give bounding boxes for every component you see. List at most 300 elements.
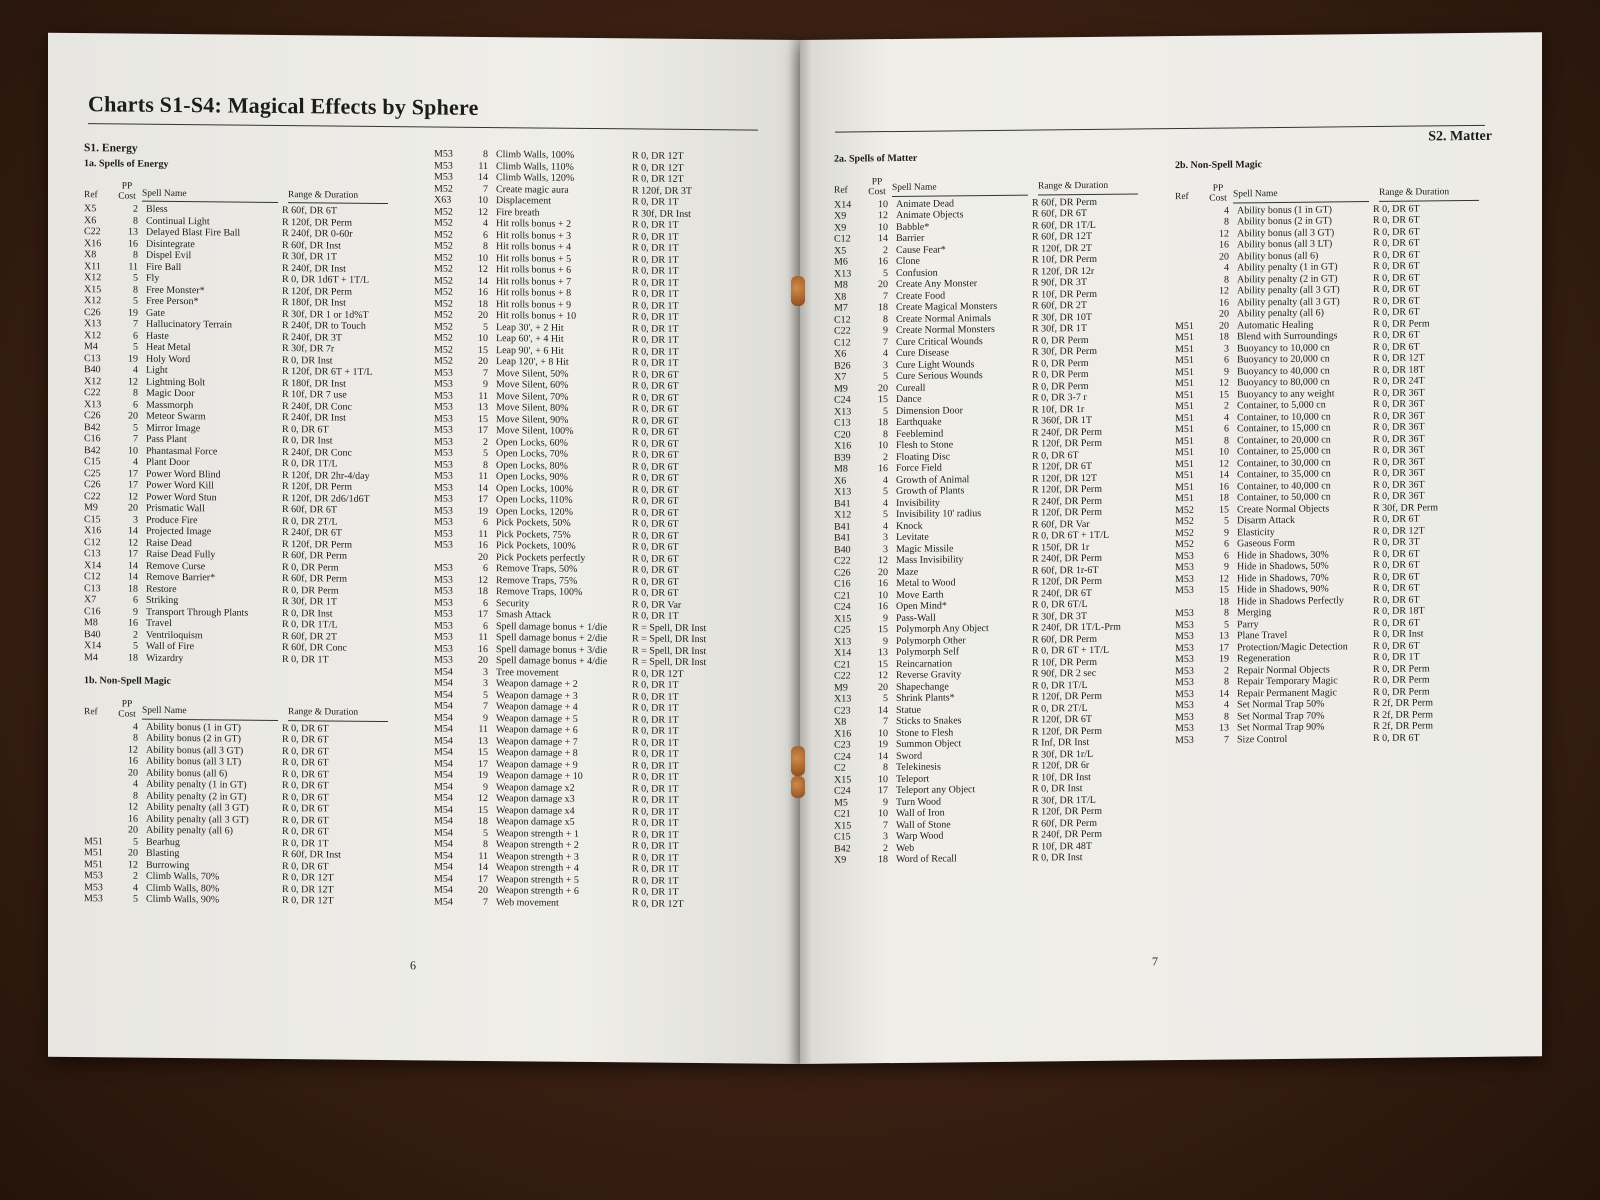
spell-name-cell: Levitate — [896, 531, 929, 543]
range-duration-cell: R = Spell, DR Inst — [632, 621, 707, 634]
ref-cell: C22 — [834, 670, 851, 682]
range-duration-cell: R 30f, DR 7r — [282, 343, 335, 355]
range-duration-cell: R 0, DR Perm — [1373, 674, 1430, 686]
ref-cell: C15 — [84, 456, 101, 468]
spell-name-cell: Gate — [146, 307, 165, 319]
spell-name-cell: Merging — [1237, 607, 1272, 619]
ref-cell — [1175, 309, 1207, 321]
ref-cell: M53 — [1175, 688, 1194, 700]
range-duration-cell: R 10f, DR 1r — [1032, 403, 1085, 416]
spell-name-cell: Repair Permanent Magic — [1237, 686, 1337, 699]
ref-cell: M51 — [1175, 331, 1194, 344]
pp-cost-cell: 7 — [1224, 734, 1229, 746]
pp-cost-cell: 5 — [483, 689, 488, 701]
staple — [791, 746, 805, 776]
ref-cell: X13 — [834, 405, 852, 418]
spell-name-cell: Power Word Stun — [146, 491, 217, 503]
header-spell-name: Spell Name — [1233, 188, 1369, 203]
spell-name-cell: Climb Walls, 70% — [146, 870, 220, 883]
ref-cell: M51 — [1175, 481, 1194, 493]
ref-cell: B39 — [834, 451, 851, 464]
range-duration-cell: R 120f, DR 12T — [1032, 472, 1097, 485]
range-duration-cell: R 150f, DR 1r — [1032, 541, 1090, 554]
column-matter — [834, 148, 1164, 866]
ref-cell: M52 — [434, 343, 453, 356]
ref-cell — [1175, 263, 1207, 275]
header-pp-cost: PP Cost — [868, 176, 886, 197]
ref-cell: M52 — [1175, 538, 1194, 551]
ref-cell: C22 — [84, 226, 101, 238]
pp-cost-cell: 8 — [883, 428, 888, 440]
pp-cost-cell: 20 — [478, 355, 488, 368]
range-duration-cell: R 0, DR Var — [632, 598, 682, 611]
range-duration-cell: R 0, DR 6T — [1373, 640, 1420, 652]
pp-cost-cell: 5 — [883, 371, 888, 383]
range-duration-cell: R 120f, DR Perm — [1032, 805, 1102, 818]
spell-name-cell: Free Person* — [146, 295, 199, 308]
range-duration-cell: R 120f, DR Perm — [282, 538, 352, 551]
range-duration-cell: R 0, DR 6T — [1373, 594, 1420, 606]
pp-cost-cell: 5 — [133, 836, 138, 848]
range-duration-cell: R 240f, DR 3T — [282, 331, 342, 344]
range-duration-cell: R 2f, DR Perm — [1373, 708, 1433, 721]
spell-name-cell: Bearhug — [146, 836, 180, 848]
pp-cost-cell: 12 — [878, 555, 888, 567]
ref-cell: X11 — [84, 260, 101, 272]
ref-cell: M52 — [434, 297, 453, 310]
pp-cost-cell: 10 — [1219, 446, 1229, 458]
pp-cost-cell: 5 — [133, 422, 138, 434]
range-duration-cell: R 0, DR 1T — [632, 265, 679, 277]
ref-cell: C24 — [834, 601, 851, 613]
spell-name-cell: Pass Plant — [146, 433, 187, 446]
range-duration-cell: R 0, DR 6T — [1373, 732, 1420, 744]
ref-cell: C26 — [84, 410, 101, 422]
spell-name-cell: Remove Barrier* — [146, 571, 216, 584]
spell-name-cell: Pick Pockets perfectly — [496, 551, 586, 564]
table-spells-of-matter — [834, 196, 1164, 866]
pp-cost-cell: 20 — [478, 884, 488, 897]
spell-name-cell: Climb Walls, 90% — [146, 893, 220, 906]
spell-name-cell: Hide in Shadows Perfectly — [1237, 594, 1344, 607]
range-duration-cell: R 0, DR 12T — [632, 897, 684, 910]
ref-cell: M52 — [434, 309, 453, 321]
range-duration-cell: R 0, DR 6T — [632, 541, 679, 553]
pp-cost-cell: 8 — [133, 249, 138, 261]
ref-cell: C13 — [84, 582, 101, 594]
range-duration-cell: R 0, DR Perm — [1373, 685, 1430, 698]
spell-name-cell: Remove Traps, 50% — [496, 563, 578, 575]
range-duration-cell: R 0, DR 12T — [282, 883, 334, 896]
pp-cost-cell: 2 — [133, 203, 138, 215]
spell-name-cell: Protection/Magic Detection — [1237, 640, 1348, 653]
spell-name-cell: Spell damage bonus + 4/die — [496, 655, 608, 668]
ref-cell: C25 — [84, 467, 101, 479]
spell-name-cell: Raise Dead — [146, 537, 192, 549]
ref-cell: M7 — [834, 302, 848, 314]
ref-cell: M53 — [434, 366, 453, 379]
spell-name-cell: Weapon damage x2 — [496, 781, 575, 794]
spell-name-cell: Hit rolls bonus + 2 — [496, 218, 572, 230]
chart-title: Charts S1-S4: Magical Effects by Sphere — [88, 91, 479, 120]
spell-name-cell: Set Normal Trap 70% — [1237, 710, 1325, 722]
range-duration-cell: R 30f, DR 1T — [282, 596, 337, 608]
pp-cost-cell: 11 — [478, 160, 488, 172]
pp-cost-cell: 3 — [883, 532, 888, 544]
range-duration-cell: R 0, DR 1T — [632, 253, 679, 266]
ref-cell: M53 — [434, 447, 453, 459]
range-duration-cell: R 60f, DR 2T — [1032, 299, 1087, 312]
range-duration-cell: R 0, DR Inst — [282, 607, 333, 620]
range-duration-cell: R 30f, DR 3T — [1032, 610, 1087, 623]
ref-cell: M51 — [84, 835, 103, 847]
range-duration-cell: R 0, DR 36T — [1373, 467, 1425, 479]
pp-cost-cell: 20 — [1219, 251, 1229, 263]
pp-cost-cell: 10 — [878, 440, 888, 452]
ref-cell: M9 — [84, 502, 98, 514]
ref-cell — [84, 721, 116, 733]
spell-name-cell: Ventriloquism — [146, 629, 203, 641]
spell-name-cell: Heat Metal — [146, 341, 191, 354]
ref-cell: M51 — [84, 858, 103, 870]
ref-cell: M54 — [434, 849, 453, 862]
ref-cell: M54 — [434, 861, 453, 873]
spell-name-cell: Ability penalty (1 in GT) — [146, 778, 247, 791]
pp-cost-cell: 8 — [133, 387, 138, 399]
ref-cell: M54 — [434, 769, 453, 781]
pp-cost-cell: 18 — [878, 302, 888, 314]
range-duration-cell: R 0, DR 1T — [632, 288, 679, 300]
range-duration-cell: R 0, DR 6T — [1373, 272, 1420, 284]
range-duration-cell: R 0, DR 12T — [632, 161, 684, 174]
ref-cell: M53 — [1175, 630, 1194, 643]
range-duration-cell: R 0, DR 12T — [282, 895, 334, 907]
spell-name-cell: Buoyancy to any weight — [1237, 387, 1335, 400]
spell-name-cell: Open Mind* — [896, 600, 947, 612]
ref-cell: C16 — [84, 433, 101, 445]
pp-cost-cell: 8 — [883, 762, 888, 774]
spell-name-cell: Weapon strength + 2 — [496, 839, 579, 851]
spell-name-cell: Create Magical Monsters — [896, 300, 998, 313]
pp-cost-cell: 17 — [1219, 642, 1229, 654]
range-duration-cell: R 120f, DR Perm — [1032, 437, 1102, 450]
pp-cost-cell: 12 — [128, 376, 138, 388]
pp-cost-cell: 2 — [883, 244, 888, 256]
ref-cell: M53 — [434, 504, 453, 517]
spell-name-cell: Fire Ball — [146, 261, 182, 273]
ref-cell: M53 — [434, 493, 453, 505]
spell-name-cell: Climb Walls, 100% — [496, 149, 575, 161]
pp-cost-cell: 4 — [1224, 205, 1229, 217]
pp-cost-cell: 13 — [128, 226, 138, 238]
range-duration-cell: R 0, DR 36T — [1373, 432, 1425, 445]
table-row — [434, 896, 764, 911]
spell-name-cell: Move Earth — [896, 588, 944, 601]
spell-name-cell: Create Food — [896, 289, 946, 302]
spell-name-cell: Word of Recall — [896, 853, 957, 865]
pp-cost-cell: 9 — [483, 712, 488, 724]
ref-cell: M53 — [434, 527, 453, 540]
range-duration-cell: R 0, DR 6T — [282, 860, 329, 872]
ref-cell: M52 — [434, 263, 453, 275]
range-duration-cell: R 60f, DR 6T — [1032, 207, 1087, 220]
pp-cost-cell: 9 — [1224, 366, 1229, 378]
spell-name-cell: Weapon damage + 2 — [496, 678, 578, 690]
spell-name-cell: Floating Disc — [896, 450, 951, 463]
range-duration-cell: R 30f, DR Inst — [632, 207, 691, 220]
pp-cost-cell: 11 — [478, 390, 488, 402]
range-duration-cell: R 0, DR 2T/L — [282, 515, 338, 528]
spell-name-cell: Create Normal Animals — [896, 312, 991, 325]
pp-cost-cell: 17 — [128, 548, 138, 560]
pp-cost-cell: 12 — [128, 801, 138, 813]
ref-cell: M51 — [1175, 400, 1194, 413]
ref-cell: M54 — [434, 826, 453, 839]
page-number: 6 — [410, 958, 416, 973]
range-duration-cell: R 0, DR 6T — [632, 414, 679, 427]
range-duration-cell: R 0, DR 1T — [632, 886, 679, 898]
spell-name-cell: Weapon damage + 6 — [496, 724, 578, 736]
range-duration-cell: R 0, DR 12T — [632, 150, 684, 162]
ref-cell: M53 — [434, 148, 453, 160]
ref-cell: C21 — [834, 589, 851, 602]
ref-cell: M54 — [434, 723, 453, 735]
pp-cost-cell: 14 — [128, 560, 138, 572]
pp-cost-cell: 14 — [478, 861, 488, 874]
pp-cost-cell: 10 — [878, 198, 888, 210]
pp-cost-cell: 19 — [128, 353, 138, 365]
range-duration-cell: R 60f, DR Inst — [282, 849, 341, 861]
spell-name-cell: Disarm Attack — [1237, 514, 1296, 527]
range-duration-cell: R 0, DR 6T — [282, 791, 329, 803]
pp-cost-cell: 10 — [478, 332, 488, 345]
spell-name-cell: Weapon strength + 6 — [496, 885, 579, 897]
range-duration-cell: R 0, DR 6T — [1373, 513, 1420, 525]
pp-cost-cell: 9 — [483, 378, 488, 391]
range-duration-cell: R 10f, DR 7 use — [282, 389, 347, 401]
ref-cell: M4 — [84, 651, 98, 663]
ref-cell: C22 — [84, 490, 101, 502]
pp-cost-cell: 2 — [1224, 665, 1229, 677]
column-matter-non-spell — [1175, 155, 1505, 746]
pp-cost-cell: 18 — [128, 652, 138, 664]
range-duration-cell: R 0, DR Inst — [1373, 628, 1424, 640]
range-duration-cell: R 60f, DR Perm — [1032, 817, 1097, 830]
table-row — [84, 893, 414, 908]
spell-name-cell: Pick Pockets, 75% — [496, 528, 571, 541]
range-duration-cell: R = Spell, DR Inst — [632, 656, 707, 669]
spell-name-cell: Reverse Gravity — [896, 669, 962, 681]
pp-cost-cell: 13 — [478, 735, 488, 747]
range-duration-cell: R 2f, DR Perm — [1373, 697, 1433, 709]
spell-name-cell: Container, to 40,000 cn — [1237, 479, 1331, 492]
ref-cell — [84, 767, 116, 779]
pp-cost-cell: 4 — [133, 882, 138, 894]
pp-cost-cell: 15 — [1219, 584, 1229, 596]
pp-cost-cell: 5 — [133, 272, 138, 284]
range-duration-cell: R 0, DR 6T — [1373, 237, 1420, 249]
spell-name-cell: Hit rolls bonus + 10 — [496, 310, 577, 322]
ref-cell: M54 — [434, 792, 453, 804]
ref-cell: B26 — [834, 359, 851, 372]
ref-cell: X8 — [84, 249, 97, 261]
ref-cell: M53 — [434, 608, 453, 620]
pp-cost-cell: 16 — [878, 601, 888, 613]
header-range-duration: Range & Duration — [1379, 187, 1479, 202]
spell-name-cell: Automatic Healing — [1237, 319, 1314, 331]
ref-cell: M53 — [434, 654, 453, 666]
pp-cost-cell: 8 — [483, 459, 488, 471]
pp-cost-cell: 14 — [878, 750, 888, 762]
spell-name-cell: Projected Image — [146, 525, 212, 538]
ref-cell: M51 — [1175, 343, 1194, 355]
pp-cost-cell: 6 — [133, 399, 138, 411]
table-header — [84, 175, 414, 204]
pp-cost-cell: 16 — [1219, 297, 1229, 309]
ref-cell: M54 — [434, 884, 453, 896]
range-duration-cell: R 30f, DR 1T — [1032, 322, 1087, 335]
range-duration-cell: R 2f, DR Perm — [1373, 720, 1433, 732]
spell-name-cell: Produce Fire — [146, 514, 198, 526]
range-duration-cell: R 0, DR 1T — [632, 357, 679, 369]
range-duration-cell: R 120f, DR 2d6/1d6T — [282, 492, 370, 505]
range-duration-cell: R 0, DR 6T — [1373, 249, 1420, 261]
range-duration-cell: R 180f, DR Inst — [282, 297, 346, 309]
spell-name-cell: Gaseous Form — [1237, 537, 1296, 550]
ref-cell: X12 — [84, 295, 102, 307]
ref-cell: M9 — [834, 681, 848, 694]
pp-cost-cell: 12 — [128, 744, 138, 756]
range-duration-cell: R 0, DR 1T — [632, 334, 679, 346]
pp-cost-cell: 5 — [1224, 515, 1229, 527]
spell-name-cell: Sticks to Snakes — [896, 715, 962, 727]
spell-name-cell: Clone — [896, 255, 920, 267]
range-duration-cell: R 0, DR 1T — [632, 610, 679, 622]
ref-cell: M52 — [434, 274, 453, 287]
spell-name-cell: Container, to 5,000 cn — [1237, 399, 1326, 412]
range-duration-cell: R 0, DR 1T — [632, 863, 679, 875]
pp-cost-cell: 12 — [478, 574, 488, 586]
pp-cost-cell: 20 — [1219, 308, 1229, 320]
pp-cost-cell: 11 — [128, 261, 138, 273]
spell-name-cell: Weapon strength + 5 — [496, 873, 579, 886]
range-duration-cell: R 0, DR 1T — [632, 713, 679, 726]
range-duration-cell: R 0, DR 36T — [1373, 398, 1425, 410]
ref-cell: M51 — [84, 847, 103, 859]
pp-cost-cell: 5 — [1224, 619, 1229, 631]
spell-name-cell: Wizardry — [146, 652, 184, 664]
spell-name-cell: Ability bonus (all 3 LT) — [1237, 238, 1333, 251]
pp-cost-cell: 16 — [478, 539, 488, 552]
ref-cell: C24 — [834, 785, 851, 797]
subsection-heading: 1b. Non-Spell Magic — [84, 675, 171, 687]
pp-cost-cell: 2 — [1224, 400, 1229, 412]
ref-cell: B42 — [84, 444, 101, 456]
pp-cost-cell: 5 — [883, 267, 888, 279]
ref-cell: B40 — [84, 364, 101, 376]
spell-name-cell: Weapon damage x5 — [496, 816, 575, 828]
pp-cost-cell: 7 — [483, 896, 488, 908]
ref-cell: C23 — [834, 704, 851, 717]
range-duration-cell: R 0, DR 1T — [632, 874, 679, 887]
ref-cell: M53 — [1175, 619, 1194, 631]
table-row — [1175, 731, 1505, 746]
pp-cost-cell: 8 — [483, 838, 488, 851]
range-duration-cell: R 60f, DR Perm — [282, 550, 347, 562]
ref-cell: M52 — [434, 320, 453, 333]
pp-cost-cell: 4 — [883, 348, 888, 360]
pp-cost-cell: 12 — [128, 859, 138, 871]
pp-cost-cell: 17 — [478, 493, 488, 506]
spell-name-cell: Power Word Kill — [146, 479, 214, 492]
spell-name-cell: Blasting — [146, 847, 180, 860]
pp-cost-cell: 20 — [128, 847, 138, 859]
spell-name-cell: Weapon damage + 8 — [496, 747, 578, 759]
ref-cell: B41 — [834, 520, 851, 533]
ref-cell: M53 — [1175, 711, 1194, 723]
pp-cost-cell: 6 — [483, 562, 488, 575]
range-duration-cell: R 10f, DR 48T — [1032, 840, 1092, 853]
spell-name-cell: Create Any Monster — [896, 278, 978, 290]
spell-name-cell: Ability penalty (all 3 GT) — [146, 801, 249, 814]
spell-name-cell: Climb Walls, 80% — [146, 882, 220, 894]
pp-cost-cell: 9 — [1224, 561, 1229, 573]
pp-cost-cell: 14 — [1219, 469, 1229, 481]
range-duration-cell: R 120f, DR Perm — [1032, 483, 1102, 496]
spell-name-cell: Move Silent, 100% — [496, 425, 574, 437]
ref-cell: M53 — [434, 424, 453, 436]
spell-name-cell: Hide in Shadows, 50% — [1237, 560, 1329, 573]
spell-name-cell: Open Locks, 90% — [496, 471, 568, 483]
header-range-duration: Range & Duration — [1038, 180, 1138, 195]
spell-name-cell: Cureall — [896, 382, 926, 394]
ref-cell: X13 — [834, 635, 852, 648]
range-duration-cell: R 0, DR 6T — [282, 734, 329, 746]
table-spells-of-energy — [84, 203, 414, 666]
ref-cell: M53 — [1175, 550, 1194, 562]
page-number: 7 — [1152, 954, 1158, 969]
range-duration-cell: R 60f, DR Perm — [1032, 196, 1097, 209]
ref-cell: C22 — [834, 555, 851, 567]
spell-name-cell: Remove Curse — [146, 560, 206, 572]
range-duration-cell: R 0, DR 2T/L — [1032, 702, 1088, 715]
pp-cost-cell: 10 — [878, 773, 888, 785]
range-duration-cell: R 0, DR 1T — [282, 653, 329, 665]
pp-cost-cell: 6 — [483, 229, 488, 241]
spell-name-cell: Delayed Blast Fire Ball — [146, 226, 241, 239]
spell-name-cell: Remove Traps, 75% — [496, 574, 578, 587]
ref-cell: X14 — [84, 640, 102, 652]
pp-cost-cell: 8 — [1224, 216, 1229, 228]
range-duration-cell: R 0, DR 1T — [1373, 651, 1420, 663]
range-duration-cell: R 0, DR 1T — [632, 817, 679, 829]
range-duration-cell: R 0, DR 1T — [632, 311, 679, 323]
ref-cell — [84, 813, 116, 825]
pp-cost-cell: 8 — [483, 148, 488, 161]
pp-cost-cell: 20 — [128, 767, 138, 779]
ref-cell — [84, 732, 116, 744]
range-duration-cell: R 60f, DR 6T — [282, 205, 337, 217]
spell-name-cell: Move Silent, 90% — [496, 413, 569, 426]
pp-cost-cell: 6 — [133, 330, 138, 342]
range-duration-cell: R 120f, DR Perm — [1032, 690, 1102, 703]
pp-cost-cell: 10 — [878, 808, 888, 820]
pp-cost-cell: 18 — [128, 583, 138, 595]
pp-cost-cell: 5 — [483, 321, 488, 333]
spell-name-cell: Bless — [146, 203, 168, 215]
subsection-heading: 1a. Spells of Energy — [84, 157, 169, 170]
range-duration-cell: R 0, DR 6T — [282, 757, 329, 769]
